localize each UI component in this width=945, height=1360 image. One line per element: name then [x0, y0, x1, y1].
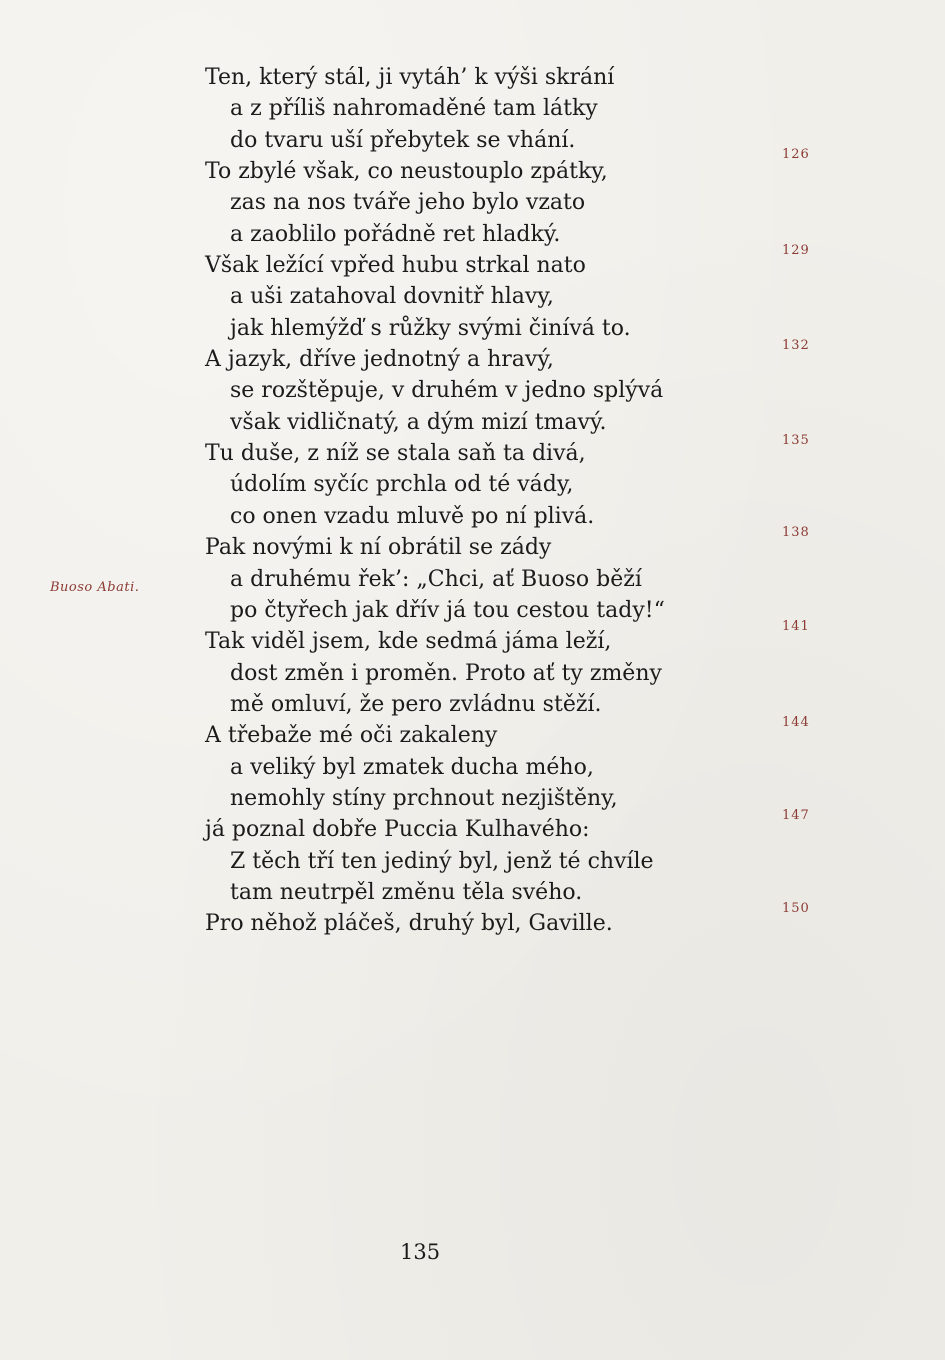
poem-line: a druhému řek’: „Chci, ať Buoso běží: [230, 566, 642, 592]
poem-line: A jazyk, dříve jednotný a hravý,: [205, 347, 554, 373]
poem-line: co onen vzadu mluvě po ní plivá.: [230, 503, 595, 529]
poem-line: Pak novými k ní obrátil se zády: [205, 535, 552, 561]
poem-line: a uši zatahoval dovnitř hlavy,: [230, 284, 554, 310]
margin-gloss: Buoso Abati.: [50, 580, 140, 595]
line-number: 144: [782, 715, 810, 730]
line-number: 141: [782, 619, 810, 634]
poem-line: se rozštěpuje, v druhém v jedno splývá: [230, 378, 664, 404]
poem-line: já poznal dobře Puccia Kulhavého:: [205, 817, 590, 843]
poem-line: To zbylé však, co neustouplo zpátky,: [205, 159, 608, 185]
line-number: 126: [782, 147, 810, 162]
page-number: 135: [400, 1240, 441, 1264]
line-number: 138: [782, 525, 810, 540]
line-number: 150: [782, 901, 810, 916]
poem-line: a veliký byl zmatek ducha mého,: [230, 754, 594, 780]
poem-line: mě omluví, že pero zvládnu stěží.: [230, 691, 602, 717]
poem-text: [205, 62, 765, 940]
poem-line: Tu duše, z níž se stala saň ta divá,: [205, 441, 586, 467]
poem-line: do tvaru uší přebytek se vhání.: [230, 127, 576, 153]
line-number: 132: [782, 338, 810, 353]
line-number: 129: [782, 243, 810, 258]
poem-line: však vidličnatý, a dým mizí tmavý.: [230, 409, 607, 435]
poem-line: Tak viděl jsem, kde sedmá jáma leží,: [205, 629, 612, 655]
poem-line: po čtyřech jak dřív já tou cestou tady!“: [230, 597, 665, 623]
poem-line: Ten, který stál, ji vytáh’ k výši skrání: [205, 65, 615, 90]
poem-line: a zaoblilo pořádně ret hladký.: [230, 221, 561, 247]
poem-line: zas na nos tváře jeho bylo vzato: [230, 190, 586, 216]
line-number: 135: [782, 433, 810, 448]
poem-line: dost změn i proměn. Proto ať ty změny: [230, 660, 662, 686]
poem-line: Pro něhož pláčeš, druhý byl, Gaville.: [205, 911, 613, 937]
poem-line: jak hlemýžď s růžky svými činívá to.: [230, 315, 631, 341]
poem-line: nemohly stíny prchnout nezjištěny,: [230, 785, 618, 811]
poem-line: Z těch tří ten jediný byl, jenž té chvíle: [230, 848, 654, 874]
poem-line: údolím syčíc prchla od té vády,: [230, 472, 574, 498]
poem-line: Však ležící vpřed hubu strkal nato: [205, 253, 586, 279]
poem-line: tam neutrpěl změnu těla svého.: [230, 879, 583, 905]
poem-line: A třebaže mé oči zakaleny: [205, 723, 498, 749]
line-number: 147: [782, 808, 810, 823]
poem-line: a z příliš nahromaděné tam látky: [230, 96, 598, 122]
